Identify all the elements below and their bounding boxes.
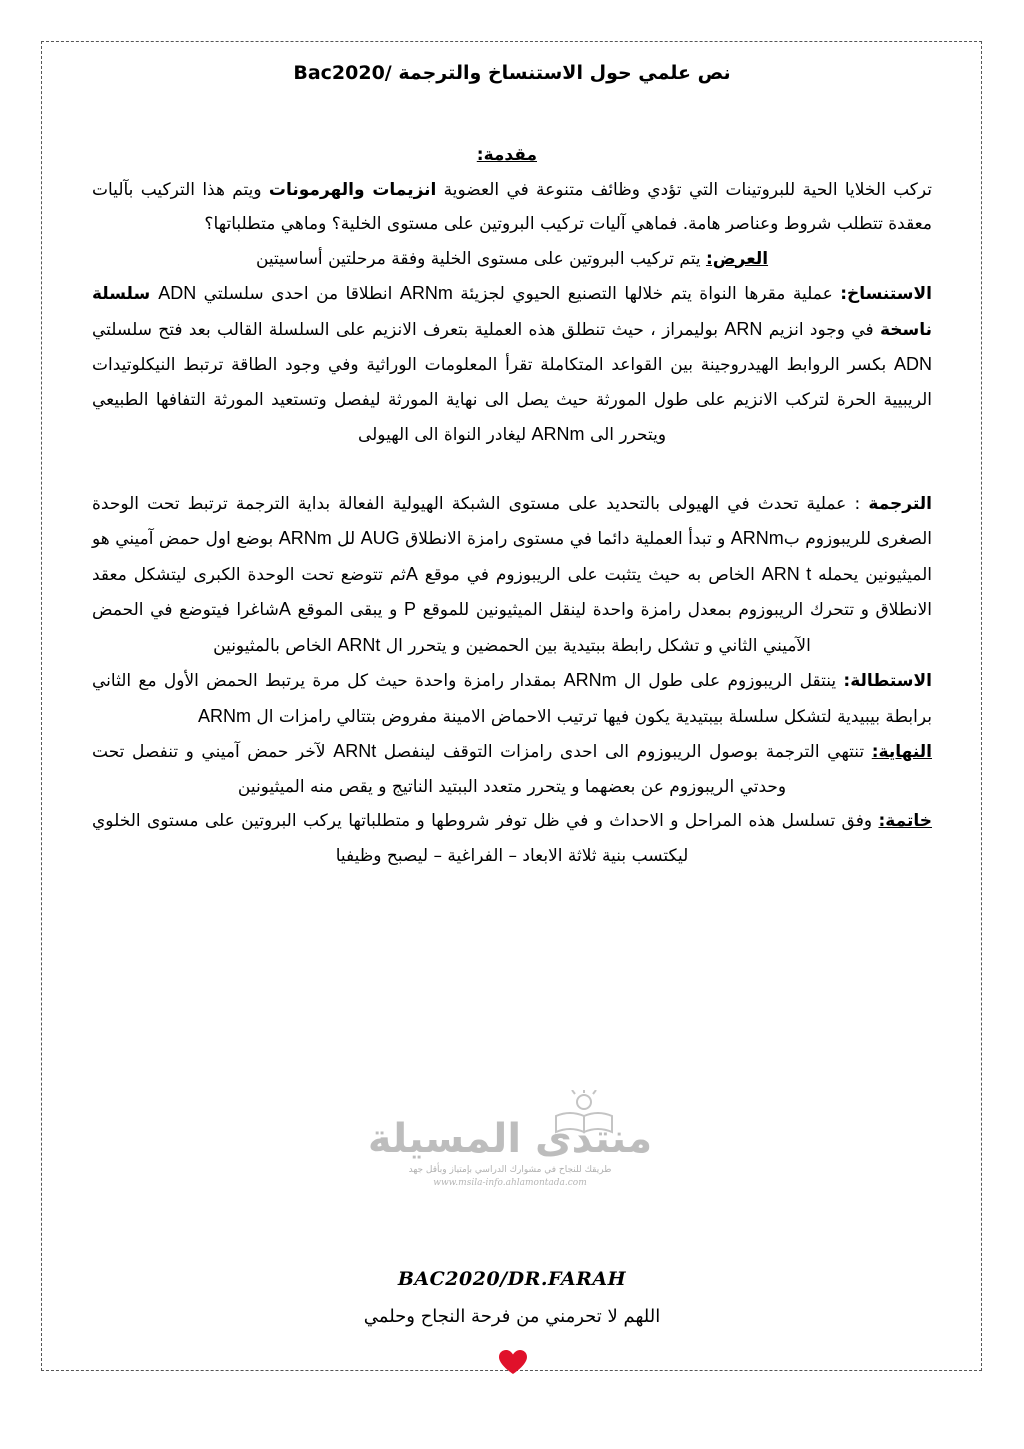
intro-paragraph: تركب الخلايا الحية للبروتينات التي تؤدي وظائف متنوعة في العضوية انزيمات والهرمونات ويتم هذا التركيب بآليات معقدة تتطلب شروط وعناصر هامة. فماهي آليات تركيب البروتين على مستوى الخلية؟ وماهي متطلباتها؟	[92, 179, 932, 234]
watermark-url: www.msila-info.ahlamontada.com	[433, 1178, 587, 1188]
transcription-label: الاستنساخ:	[840, 284, 933, 304]
body-paragraph: العرض: يتم تركيب البروتين على مستوى الخلية وفقة مرحلتين أساسيتين	[255, 248, 769, 269]
document-body	[92, 138, 932, 873]
translation-paragraph: الترجمة : عملية تحدث في الهيولى بالتحديد على مستوى الشبكة الهيولية الفعالة بداية الترجمة ترتبط تحت الوحدة الصغرى للريبوزوم بARNm و تبدأ العملية دائما في مستوى رامزة الانطلاق AUG لل ARNm بوضع اول حمض آميني هو الميثيونين يحمله ARN t الخاص به حيث يتثبت على الريبوزوم في موقع Aثم تتوضع تحت الوحدة الكبرى ليتشكل معقد الانطلاق و تتحرك الريبوزوم بمعدل رامزة واحدة لينقل الميثيونين للموقع P و يبقى الموقع Aشاغرا فيتوضع في الحمض الآميني الثاني و تشكل رابطة ببتيدية بين الحمضين و يتحرر ال ARNt الخاص بالمثيونين	[92, 493, 932, 656]
author-signature: BAC2020/DR.FARAH	[397, 1268, 627, 1290]
intro-heading: مقدمة:	[476, 145, 537, 165]
body-label: العرض:	[705, 248, 769, 269]
closing-prayer: اللهم لا تحرمني من فرحة النجاح وحلمي	[363, 1306, 661, 1327]
section-gap	[92, 453, 932, 487]
transcription-highlight: سلسلة ناسخة	[92, 284, 932, 340]
elongation-paragraph: الاستطالة: ينتقل الريبوزوم على طول ال ARNm بمقدار رامزة واحدة حيث كل مرة يرتبط الحمض الأول مع الثاني برابطة بيبيدية لتشكل سلسلة بيبتيدية يكون فيها ترتيب الاحماض الامينة مفروض بتتالي رامزات ال ARNm	[92, 670, 932, 727]
forum-logo-watermark	[360, 1090, 660, 1190]
elongation-label: الاستطالة:	[843, 671, 932, 691]
translation-label: الترجمة	[868, 493, 932, 514]
transcription-paragraph: الاستنساخ: عملية مقرها النواة يتم خلالها التصنيع الحيوي لجزيئة ARNm انطلاقا من احدى سلسلتي ADN سلسلة ناسخة في وجود انزيم ARN بوليمراز ، حيث تنطلق هذه العملية بتعرف الانزيم على السلسلة القالب بعد فتح سلسلتي ADN بكسر الروابط الهيدروجينة بين القواعد المتكاملة تقرأ المعلومات الوراثية وفي وجود الطاقة ترتبط النيكلوتيدات الريبيية الحرة لتركب الانزيم على طول المورثة حيث يصل الى نهاية المورثة ليفصل وتستعيد المورثة التفافها الطبيعي ويتحرر الى ARNm ليغادر النواة الى الهيولى	[92, 283, 933, 445]
watermark-slogan: طريقك للنجاح في مشوارك الدراسي بإمتياز وبأقل جهد	[408, 1165, 612, 1175]
intro-highlight: انزيمات والهرمونات	[268, 179, 437, 200]
document-title: نص علمي حول الاستنساخ والترجمة /Bac2020	[293, 62, 731, 84]
conclusion-paragraph: خاتمة: وفق تسلسل هذه المراحل و الاحداث و في ظل توفر شروطها و متطلباتها يركب البروتين على مستوى الخلوي ليكتسب بنية ثلاثة الابعاد – الفراغية – ليصبح وظيفيا	[92, 811, 932, 866]
watermark-name: منتدى المسيلة	[367, 1116, 653, 1162]
heart-icon	[498, 1349, 528, 1375]
conclusion-label: خاتمة:	[878, 811, 932, 831]
termination-paragraph: النهاية: تنتهي الترجمة بوصول الريبوزوم الى احدى رامزات التوقف لينفصل ARNt لآخر حمض آميني و تنفصل تحت وحدتي الريبوزوم عن بعضهما و يتحرر متعدد الببتيد الناتيج و يقص منه الميثيونين	[92, 741, 932, 797]
termination-label: النهاية:	[871, 742, 932, 762]
